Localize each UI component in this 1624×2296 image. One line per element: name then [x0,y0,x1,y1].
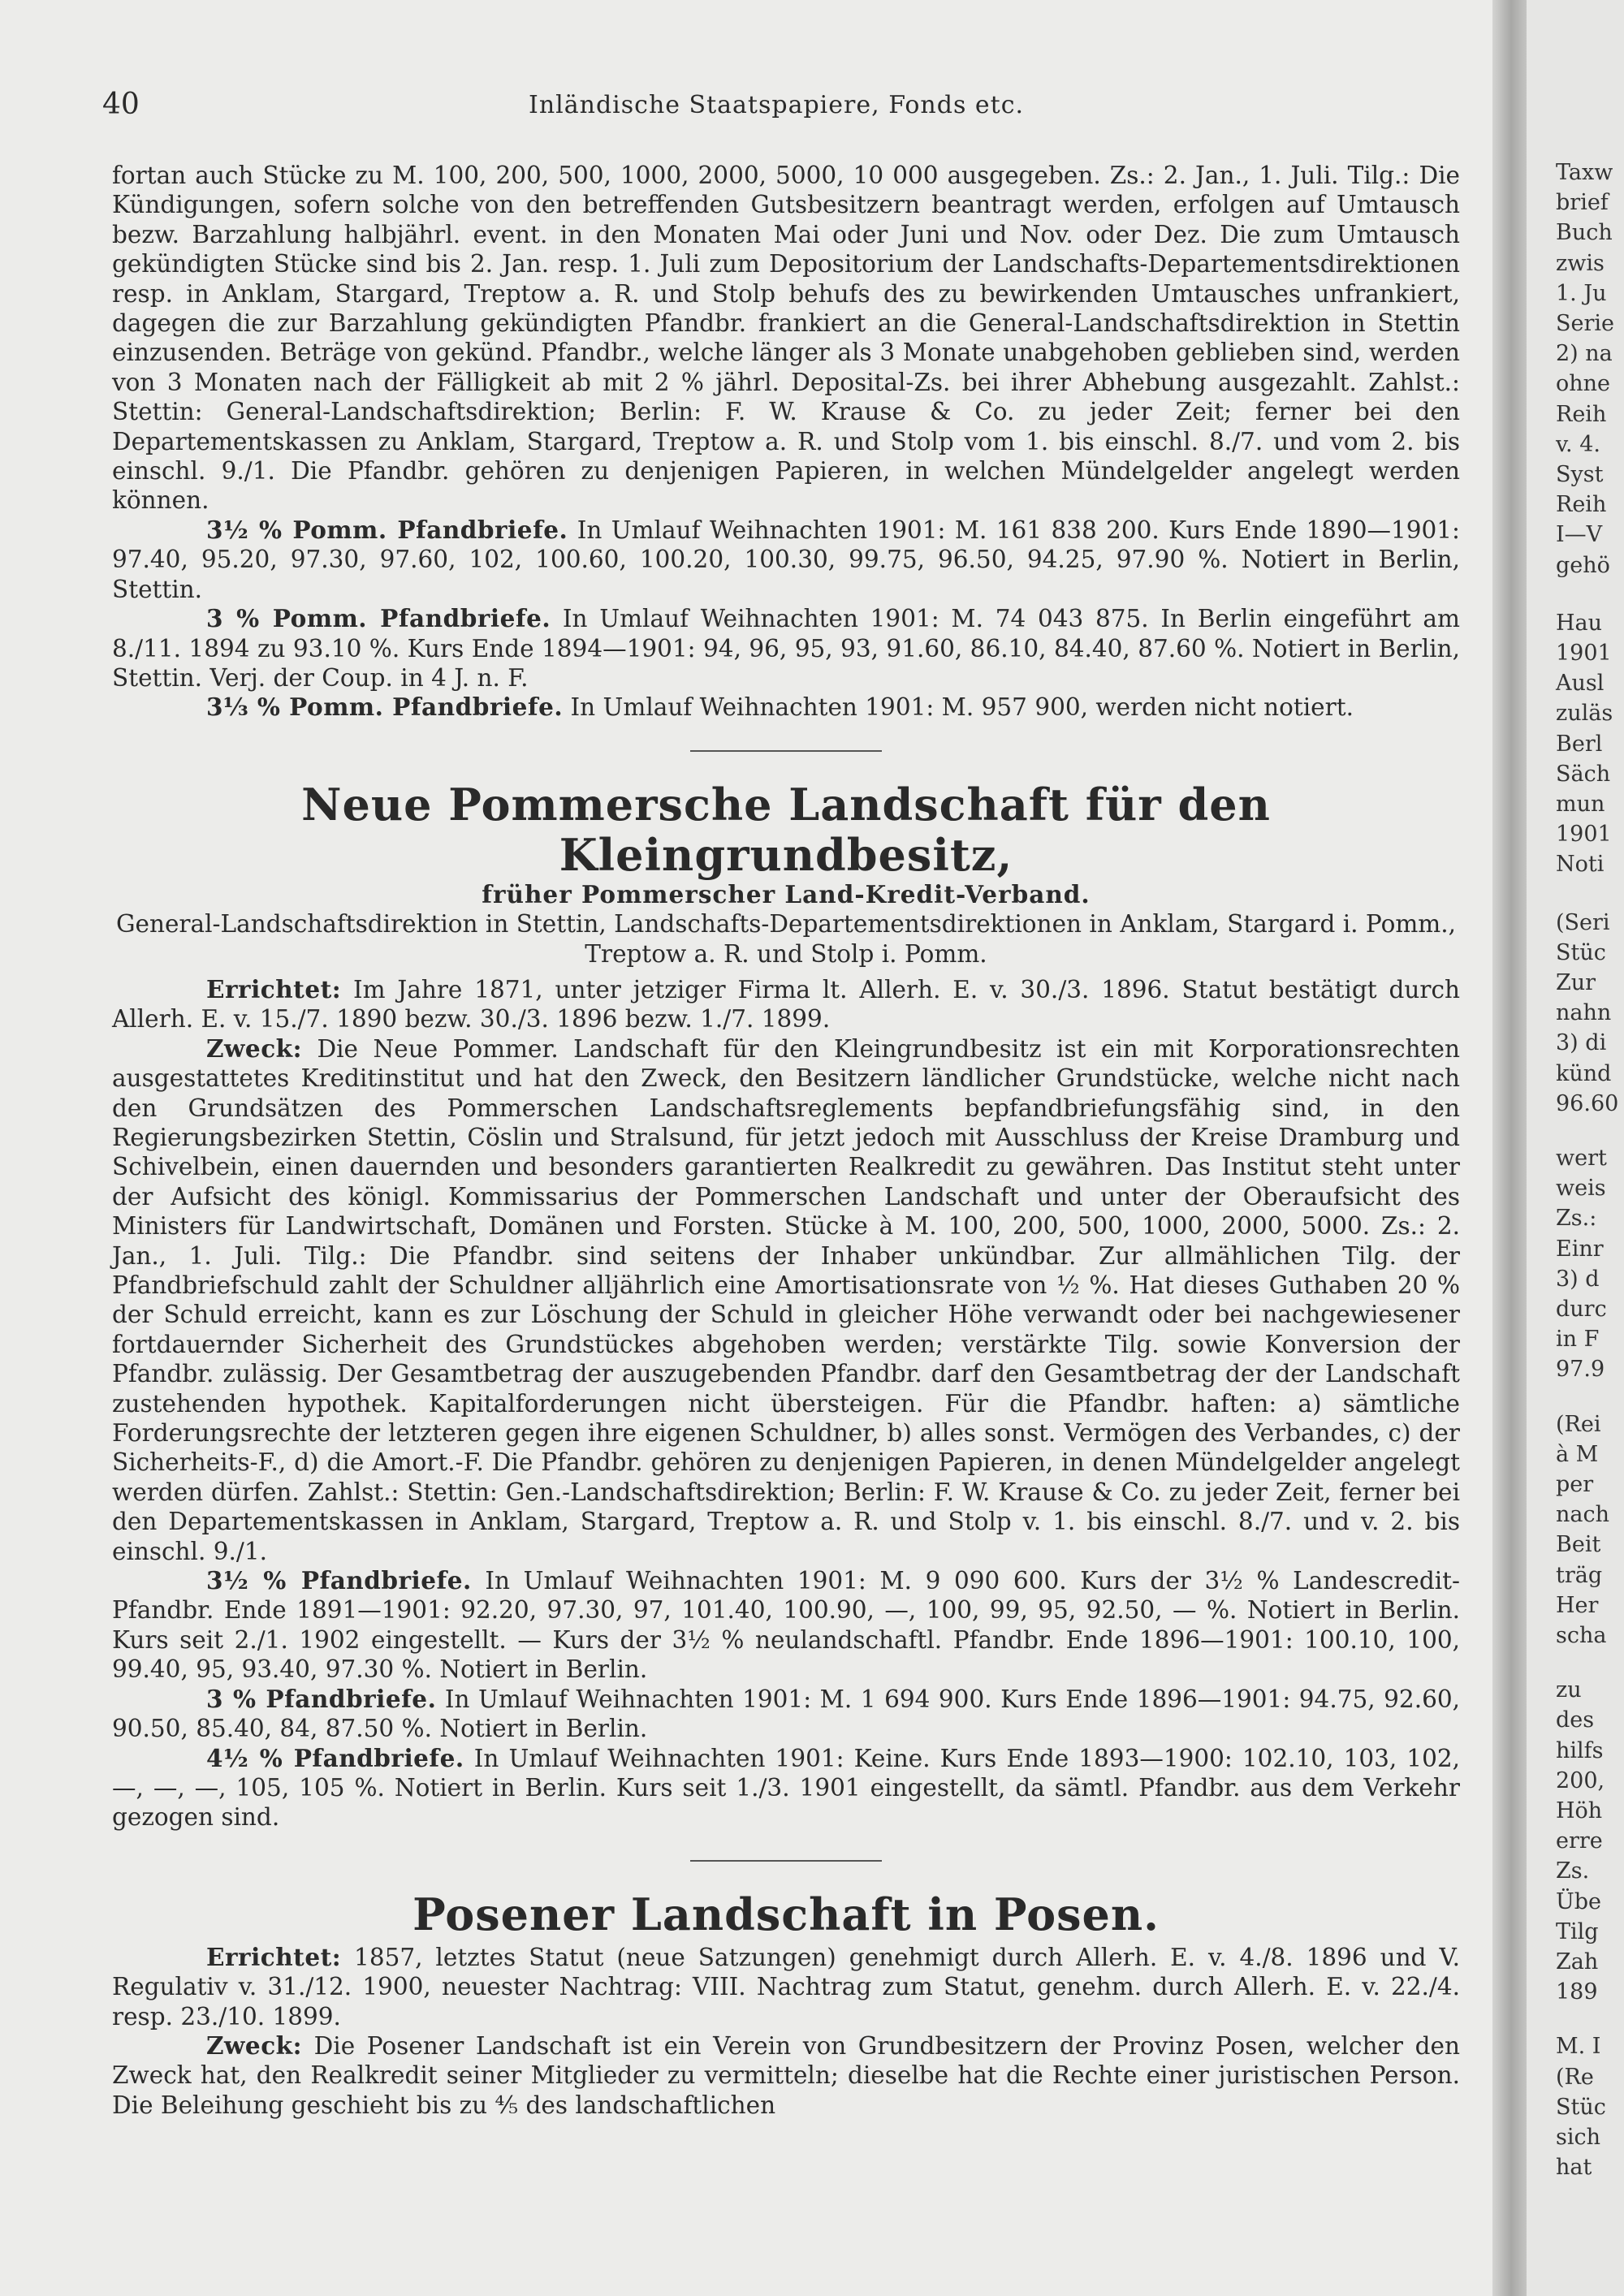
bond-text: In Umlauf Weihnachten 1901: M. 161 838 200. Kurs Ende 1890—1901: 97.40, 95.20, 97.30, 97.60, 102, 100.60, 100.20, 100.30, 99.75, 96.50, 94.25, 97.90 %. Notiert in Berlin, Stettin. [112,516,1460,603]
adjacent-line-fragment: 1901 [1556,641,1612,666]
adjacent-line-fragment: Taxw [1556,160,1613,185]
adjacent-line-fragment: mun [1556,792,1605,817]
adjacent-line-fragment: Zs. [1556,1858,1590,1884]
seat-line: General-Landschaftsdirektion in Stettin, Landschafts-Departementsdirektionen in Anklam, Stargard i. Pomm., Treptow a. R. und Stolp i. Pomm. [115,910,1457,968]
bond-title: 3 % Pfandbriefe. [206,1684,437,1713]
adjacent-line-fragment: Zs.: [1556,1206,1597,1232]
adjacent-line-fragment: in F [1556,1327,1600,1353]
adjacent-line-fragment: zwis [1556,250,1605,276]
continued-paragraph: fortan auch Stücke zu M. 100, 200, 500, 1000, 2000, 5000, 10 000 ausgegeben. Zs.: 2. Jan., 1. Juli. Tilg.: Die Kündigungen, sofern solche von den betreffenden Gutsbesitzern beantragt werden, erfolgen auf Umtausch bezw. Barzahlung halbjährl. event. in den Monaten Mai oder Juni und Nov. oder Dez. Die zum Umtausch gekündigten Stücke sind bis 2. Jan. resp. 1. Juli zum Depositorium der Landschafts-Departementsdirektionen resp. in Anklam, Stargard, Treptow a. R. und Stolp behufs des zu bewirkenden Umtausches unfrankiert, dagegen die zur Barzahlung gekündigten Pfandbr. frankiert an die General-Landschaftsdirektion in Stettin einzusenden. Beträge von gekünd. Pfandbr., welche länger als 3 Monate unabgehoben geblieben sind, werden von 3 Monaten nach der Fälligkeit ab mit 2 % jährl. Deposital-Zs. bei ihrer Abhebung ausgezahlt. Zahlst.: Stettin: General-Landschaftsdirektion; Berlin: F. W. Krause & Co. zu jeder Zeit; ferner bei den Departementskassen zu Anklam, Stargard, Treptow a. R. und Stolp vom 1. bis einschl. 8./7. und vom 2. bis einschl. 9./1. Die Pfandbr. gehören zu denjenigen Papieren, in welchen Mündelgelder angelegt werden können. [112,162,1460,515]
bond-text: In Umlauf Weihnachten 1901: Keine. Kurs Ende 1893—1900: 102.10, 103, 102, —, —, —, 105, 105 %. Notiert in Berlin. Kurs seit 1./3. 1901 eingestellt, da sämtl. Pfandbr. aus dem Verkehr gezogen sind. [112,1744,1460,1832]
adjacent-line-fragment: Tilg [1556,1918,1599,1944]
adjacent-line-fragment: Buch [1556,220,1613,246]
errichtet-label: Errichtet: [206,974,342,1003]
adjacent-line-fragment: Einr [1556,1236,1604,1262]
section-title-posener: Posener Landschaft in Posen. [412,1888,1160,1940]
adjacent-line-fragment: brief [1556,190,1609,216]
adjacent-line-fragment: 189 [1556,1979,1598,2005]
adjacent-line-fragment: (Re [1556,2064,1594,2090]
adjacent-line-fragment: 97.9 [1556,1357,1605,1383]
adjacent-line-fragment: erre [1556,1828,1603,1854]
adjacent-line-fragment: wert [1556,1146,1607,1171]
errichtet-text: 1857, letztes Statut (neue Satzungen) genehmigt durch Allerh. E. v. 4./8. 1896 und V. Regulativ v. 31./12. 1900, neuester Nachtrag: VIII. Nachtrag zum Statut, genehm. durch Allerh. E. v. 22./4. resp. 23./10. 1899. [112,1943,1460,2031]
adjacent-line-fragment: Hau [1556,610,1603,636]
bond-entry [112,1744,1460,1832]
bond-title: 3⅓ % Pomm. Pfandbriefe. [206,693,564,722]
bond-text: In Umlauf Weihnachten 1901: M. 1 694 900. Kurs Ende 1896—1901: 94.75, 92.60, 90.50, 85.40, 84, 87.50 %. Notiert in Berlin. [112,1685,1460,1743]
adjacent-line-fragment: 3) d [1556,1266,1600,1292]
adjacent-line-fragment: Her [1556,1592,1599,1618]
bond-entry [112,1685,1460,1744]
adjacent-line-fragment: v. 4. [1556,431,1600,457]
text-column [112,161,1460,2120]
zweck-label: Zweck: [206,2031,302,2060]
adjacent-line-fragment: (Rei [1556,1411,1601,1437]
adjacent-line-fragment: Stüc [1556,939,1606,965]
section-divider [690,1860,882,1862]
zweck-text: Die Posener Landschaft ist ein Verein von Grundbesitzern der Provinz Posen, welcher den Zweck hat, den Realkredit seiner Mitglieder zu vermitteln; dieselbe hat die Rechte einer juristischen Person. Die Beleihung geschieht bis zu ⅘ des landschaftlichen [112,2031,1460,2119]
bond-title: 4½ % Pfandbriefe. [206,1743,464,1772]
bond-text: In Umlauf Weihnachten 1901: M. 74 043 875. In Berlin eingeführt am 8./11. 1894 zu 93.10 %. Kurs Ende 1894—1901: 94, 96, 95, 93, 91.60, 86.10, 84.40, 87.60 %. Notiert in Berlin, Stettin. Verj. der Coup. in 4 J. n. F. [112,605,1460,692]
adjacent-line-fragment: Säch [1556,761,1611,787]
section-divider [690,750,882,752]
adjacent-line-fragment: nach [1556,1502,1609,1528]
adjacent-line-fragment: 3) di [1556,1030,1607,1056]
errichtet-paragraph [112,1943,1460,2031]
adjacent-line-fragment: ohne [1556,371,1611,397]
adjacent-line-fragment: Zur [1556,970,1596,995]
zweck-paragraph [112,1034,1460,1566]
adjacent-page-edge [1527,0,1624,2296]
bond-title: 3½ % Pfandbriefe. [206,1566,472,1595]
adjacent-line-fragment: sich [1556,2125,1601,2150]
errichtet-paragraph [112,975,1460,1034]
adjacent-line-fragment: hilfs [1556,1737,1604,1763]
errichtet-text: Im Jahre 1871, unter jetziger Firma lt. Allerh. E. v. 30./3. 1896. Statut bestätigt durch Allerh. E. v. 15./7. 1890 bezw. 30./3. 1896 bezw. 1./7. 1899. [112,975,1460,1034]
bond-entry [112,516,1460,604]
adjacent-line-fragment: scha [1556,1623,1607,1648]
adjacent-line-fragment: des [1556,1707,1595,1733]
adjacent-line-fragment: Höh [1556,1798,1603,1823]
bond-title: 3 % Pomm. Pfandbriefe. [206,604,551,633]
running-title: Inländische Staatspapiere, Fonds etc. [528,91,1025,119]
adjacent-line-fragment: zuläs [1556,701,1613,727]
section-subtitle: früher Pommerscher Land-Kredit-Verband. [482,879,1091,908]
adjacent-line-fragment: M. I [1556,2034,1601,2060]
bond-text: In Umlauf Weihnachten 1901: M. 9 090 600. Kurs der 3½ % Landescredit-Pfandbr. Ende 1891—1901: 92.20, 97.30, 97, 101.40, 100.90, —, 100, 99, 95, 92.50, — %. Notiert in Berlin. Kurs seit 2./1. 1902 eingestellt. — Kurs der 3½ % neulandschaftl. Pfandbr. Ende 1896—1901: 100.10, 100, 99.40, 95, 93.40, 97.30 %. Notiert in Berlin. [112,1567,1460,1684]
section-title-neue-pommersche: Neue Pommersche Landschaft für den Kleingrundbesitz, [301,778,1271,881]
adjacent-line-fragment: 1. Ju [1556,280,1607,306]
adjacent-line-fragment: Zah [1556,1949,1599,1974]
adjacent-line-fragment: Übe [1556,1888,1602,1914]
adjacent-line-fragment: zu [1556,1677,1582,1703]
adjacent-line-fragment: hat [1556,2155,1592,2181]
adjacent-line-fragment: Ausl [1556,671,1605,697]
adjacent-line-fragment: Syst [1556,462,1604,487]
adjacent-line-fragment: 96.60 [1556,1090,1619,1116]
adjacent-line-fragment: Berl [1556,731,1603,757]
adjacent-line-fragment: 2) na [1556,341,1613,367]
bond-entry [112,1566,1460,1685]
adjacent-line-fragment: Stüc [1556,2094,1606,2120]
adjacent-line-fragment: Serie [1556,311,1614,336]
adjacent-line-fragment: träg [1556,1562,1603,1588]
adjacent-line-fragment: nahn [1556,1000,1612,1026]
adjacent-line-fragment: weis [1556,1176,1606,1202]
adjacent-line-fragment: I—V [1556,522,1603,548]
bond-title: 3½ % Pomm. Pfandbriefe. [206,515,568,544]
zweck-text: Die Neue Pommer. Landschaft für den Kleingrundbesitz ist ein mit Korporationsrechten ausgestattetes Kreditinstitut und hat den Zweck, den Besitzern ländlicher Grundstücke, welche nicht nach den Grundsätzen des Pommerschen Landschaftsreglements bepfandbriefungsfähig sind, in den Regierungsbezirken Stettin, Cöslin und Stralsund, für jetzt jedoch mit Ausschluss der Kreise Dramburg und Schivelbein, einen dauernden und besonders garantierten Realkredit zu gewähren. Das Institut steht unter der Aufsicht des königl. Kommissarius der Pommerschen Landschaft und unter der Oberaufsicht des Ministers für Landwirtschaft, Domänen und Forsten. Stücke à M. 100, 200, 500, 1000, 2000, 5000. Zs.: 2. Jan., 1. Juli. Tilg.: Die Pfandbr. sind seitens der Inhaber unkündbar. Zur allmählichen Tilg. der Pfandbriefschuld zahlt der Schuldner alljährlich eine Amortisationsrate von ½ %. Hat dieses Guthaben 20 % der Schuld erreicht, kann es zur Löschung der Schuld in gleicher Höhe verwandt oder bei nachgewiesener fortdauernder Sicherheit des Grundstückes abgehoben werden; verstärkte Tilg. sowie Konversion der Pfandbr. zulässig. Der Gesamtbetrag der auszugebenden Pfandbr. darf den Gesamtbetrag der der Landschaft zustehenden hypothek. Kapitalforderungen nicht übersteigen. Für die Pfandbr. haften: a) sämtliche Forderungsrechte der letzteren gegen ihre eigenen Schuldner, b) alles sonst. Vermögen des Verbandes, c) der Sicherheits-F., d) die Amort.-F. Die Pfandbr. gehören zu denjenigen Papieren, in denen Mündelgelder angelegt werden dürfen. Zahlst.: Stettin: Gen.-Landschaftsdirektion; Berlin: F. W. Krause & Co. zu jeder Zeit, ferner bei den Departementskassen in Anklam, Stargard, Treptow a. R. und Stolp v. 1. bis einschl. 8./7. und v. 2. bis einschl. 9./1. [112,1034,1460,1565]
adjacent-line-fragment: (Seri [1556,909,1610,935]
adjacent-line-fragment: künd [1556,1060,1612,1086]
errichtet-label: Errichtet: [206,1942,342,1971]
adjacent-line-fragment: Reih [1556,492,1607,518]
bond-entry [112,693,1460,722]
bond-entry [112,604,1460,693]
adjacent-line-fragment: Reih [1556,401,1607,427]
bond-text: In Umlauf Weihnachten 1901: M. 957 900, werden nicht notiert. [570,693,1354,722]
book-gutter [1492,0,1527,2296]
zweck-paragraph [112,2031,1460,2120]
page-number: 40 [102,88,140,121]
adjacent-line-fragment: 1901 [1556,822,1612,848]
page-header [102,88,1450,128]
adjacent-line-fragment: Beit [1556,1532,1601,1558]
zweck-label: Zweck: [206,1034,302,1063]
adjacent-line-fragment: à M [1556,1441,1599,1467]
adjacent-line-fragment: per [1556,1472,1594,1497]
adjacent-line-fragment: gehö [1556,552,1610,578]
adjacent-line-fragment: 200, [1556,1767,1605,1793]
adjacent-line-fragment: Noti [1556,852,1605,878]
adjacent-line-fragment: durc [1556,1297,1607,1322]
